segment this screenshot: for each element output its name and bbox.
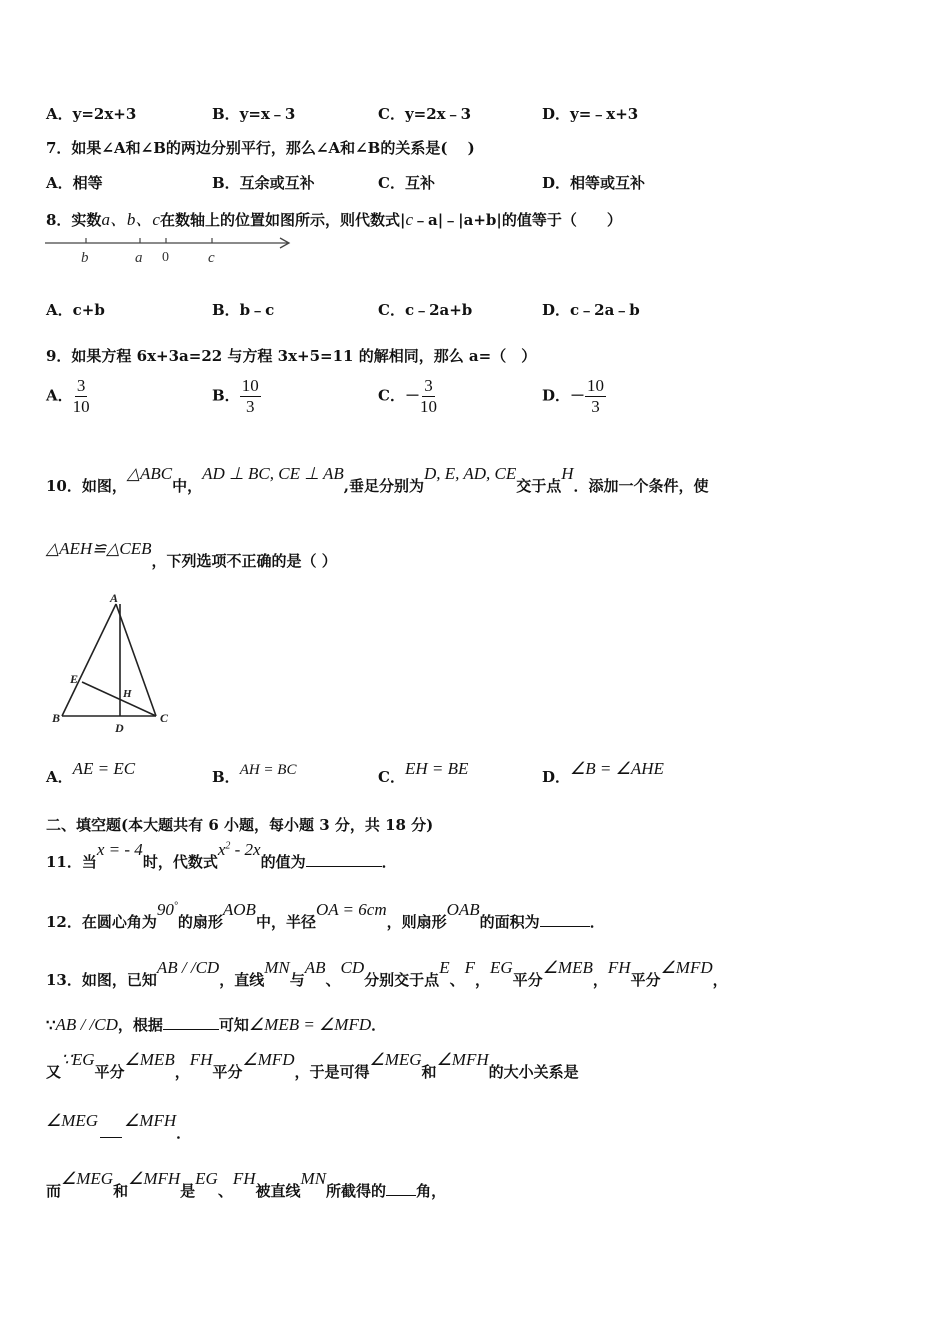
q10-stem-line2: △AEH≌△CEB，下列选项不正确的是（ ） bbox=[46, 539, 337, 570]
q10-option-c: C．EH = BE bbox=[378, 759, 469, 786]
axis-label-b: b bbox=[81, 250, 89, 266]
q6-option-a: A．y=2x+3 bbox=[46, 105, 137, 123]
vertex-label-d: D bbox=[115, 721, 124, 735]
q7-option-b: B．互余或互补 bbox=[212, 174, 315, 192]
q8-option-a: A．c+b bbox=[46, 301, 105, 319]
axis-label-c: c bbox=[208, 250, 215, 266]
axis-label-a: a bbox=[135, 250, 143, 266]
q8-stem-expr: c bbox=[405, 210, 413, 229]
q8-option-c: C．c﹣2a+b bbox=[378, 301, 473, 319]
fraction: $\frac{10}{3}$ bbox=[587, 376, 605, 416]
q7-option-d: D．相等或互补 bbox=[542, 174, 646, 192]
q9-option-d: D．－ $\frac{10}{3}$ bbox=[542, 376, 605, 416]
q10-stem-line1: 10．如图，△ABC中，AD ⊥ BC, CE ⊥ AB,垂足分别为D, E, AD, CE交于点H．添加一个条件，使 bbox=[46, 464, 709, 495]
q8-option-b: B．b﹣c bbox=[212, 301, 275, 319]
vertex-label-a: A bbox=[110, 591, 119, 605]
q9-option-a: A． $\frac{3}{10}$ bbox=[46, 376, 90, 416]
vertex-label-h: H bbox=[123, 688, 132, 700]
q7-option-c: C．互补 bbox=[378, 174, 435, 192]
q9-stem: 9．如果方程 6x+3a=22 与方程 3x+5=11 的解相同，那么 a=（ ） bbox=[46, 347, 537, 365]
q8-option-d: D．c﹣2a﹣b bbox=[542, 301, 640, 319]
q10-option-b: B．AH = BC bbox=[212, 762, 297, 786]
axis-label-zero: 0 bbox=[162, 250, 169, 265]
q6-option-b: B．y=x﹣3 bbox=[212, 105, 296, 123]
q6-option-d: D．y=﹣x+3 bbox=[542, 105, 639, 123]
number-line-figure bbox=[44, 232, 294, 268]
q10-option-d: D．∠B = ∠AHE bbox=[542, 759, 664, 786]
q6-option-c: C．y=2x﹣3 bbox=[378, 105, 472, 123]
q13-line5: 而∠MEG和∠MFH是EG、FH被直线MN所截得的 角， bbox=[46, 1169, 447, 1200]
q13-line3: 又∵EG平分∠MEB，FH平分∠MFD，于是可得∠MEG和∠MFH的大小关系是 bbox=[46, 1050, 579, 1081]
q7-stem: 7．如果∠A和∠B的两边分别平行，那么∠A和∠B的关系是( ) bbox=[46, 139, 475, 157]
q9-option-c: C．－ $\frac{3}{10}$ bbox=[378, 376, 437, 416]
q9-option-b: B． $\frac{10}{3}$ bbox=[212, 376, 259, 416]
q12-stem: 12．在圆心角为90°的扇形AOB中，半径OA = 6cm，则扇形OAB的面积为 ． bbox=[46, 900, 605, 931]
fraction: $\frac{3}{10}$ bbox=[72, 376, 90, 416]
section-2-heading: 二、填空题(本大题共有 6 小题，每小题 3 分，共 18 分) bbox=[46, 816, 434, 834]
q11-stem: 11．当x = - 4时，代数式$x^2 - 2x$的值为 ． bbox=[46, 840, 397, 871]
q13-line4: ∠MEG ∠MFH． bbox=[46, 1111, 192, 1142]
q8-stem-rest: ﹣a|﹣|a+b|的值等于（ ） bbox=[413, 211, 622, 229]
q10-option-a: A．AE = EC bbox=[46, 759, 136, 786]
answer-blank[interactable] bbox=[386, 1181, 416, 1196]
answer-blank[interactable] bbox=[163, 1015, 219, 1030]
vertex-label-e: E bbox=[70, 672, 79, 686]
q8-stem bbox=[46, 205, 622, 230]
q13-line2: ∵AB / /CD，根据 可知∠MEB = ∠MFD． bbox=[46, 1015, 387, 1034]
fraction: $\frac{10}{3}$ bbox=[241, 376, 259, 416]
q8-stem-prefix: 8．实数 bbox=[46, 211, 102, 229]
answer-blank[interactable] bbox=[540, 912, 590, 927]
triangle-figure bbox=[48, 588, 178, 738]
fraction: $\frac{3}{10}$ bbox=[419, 376, 437, 416]
answer-blank[interactable] bbox=[306, 852, 382, 867]
vertex-label-c: C bbox=[160, 711, 169, 725]
q8-stem-vars: a、b、c bbox=[101, 210, 160, 229]
q8-stem-mid: 在数轴上的位置如图所示，则代数式| bbox=[159, 211, 406, 229]
q13-line1: 13．如图，已知AB / /CD，直线MN与AB、CD分别交于点E、F，EG平分∠MEB，FH平分∠MFD， bbox=[46, 958, 728, 989]
vertex-label-b: B bbox=[52, 711, 61, 725]
q7-option-a: A．相等 bbox=[46, 174, 103, 192]
answer-blank[interactable] bbox=[100, 1123, 122, 1138]
